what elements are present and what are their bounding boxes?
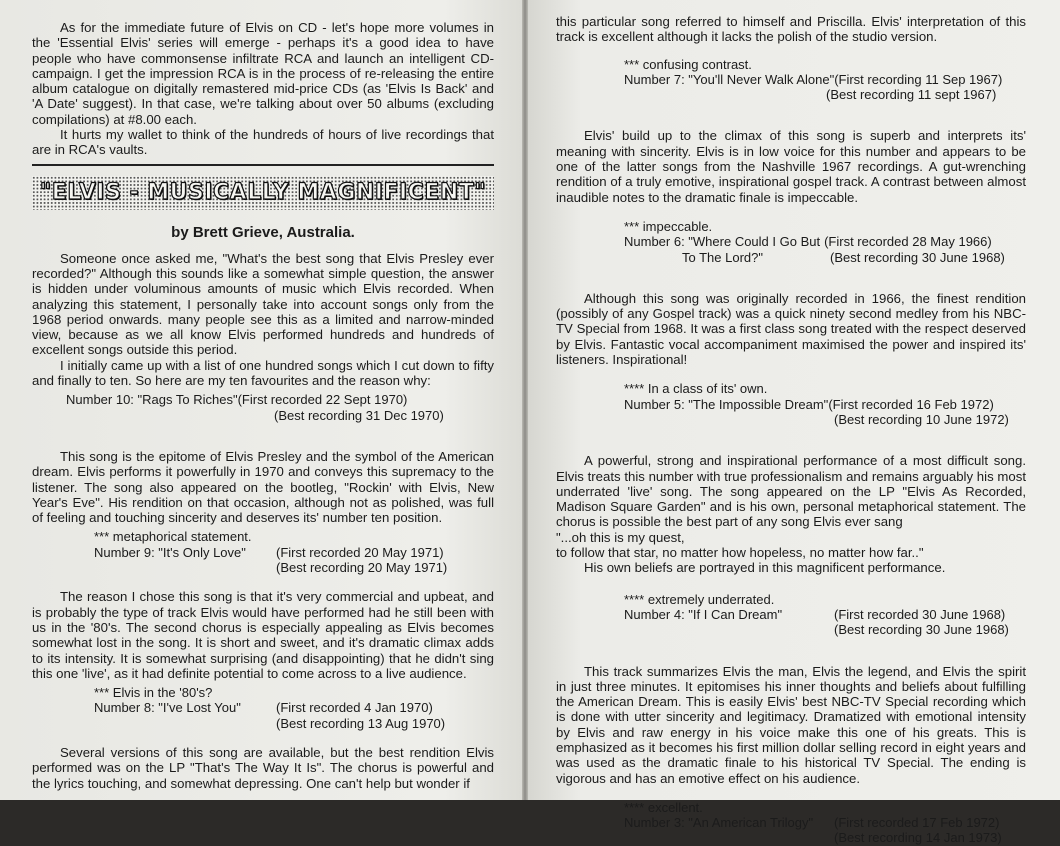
ranking-entry-8 [32,685,494,731]
intro-paragraph: As for the immediate future of Elvis on CD - let's hope more volumes in the 'Essential Elvis' series will emerge - perhaps it's a good idea to have people who have commonsense infiltrate RCA and launch an intelligent CD-campaign. I get the impression RCA is in the process of re-releasing the entire album catalogue on digitally remastered mid-price CDs (as 'Elvis Is Back' and 'A Date' suggest). In that case, we're talking about over 50 albums (excluding compilations) at #8.00 each. [32,20,494,127]
entry-second-line [32,560,494,575]
entry-first-line [556,397,1026,412]
entry-first-line [32,392,494,407]
entry-best-recording: (Best recording 10 June 1972) [834,411,1009,427]
ranking-entry-6 [556,219,1026,265]
entry-best-recording: (Best recording 11 sept 1967) [826,87,997,103]
entry-first-recorded: (First recorded 30 June 1968) [834,606,1006,622]
entry-title-continued: To The Lord?" [682,249,763,265]
body-paragraph: A powerful, strong and inspirational performance of a most difficult song. Elvis treats this number with true professionalism and remains arguably his most underrated 'live' song. The song appeared on the LP "Elvis As Recorded, Madison Square Garden" and is his own, personal metaphorical statement. The chorus is possible the best part of any song Elvis ever sang [556,453,1026,530]
entry-rating: *** confusing contrast. [624,56,752,72]
entry-first-line [556,607,1026,622]
entry-first-line [32,545,494,560]
entry-title: Number 5: "The Impossible Dream" [624,396,829,412]
entry-first-recorded: (First recorded 17 Feb 1972) [834,815,1000,831]
ranking-entry-4 [556,592,1026,638]
ranking-entry-3 [556,800,1026,846]
entry-best-recording: (Best recording 30 June 1968) [830,249,1005,265]
entry-best-recording: (Best recording 20 May 1971) [276,560,448,576]
entry-second-line [556,87,1026,102]
left-page [0,0,522,800]
article-headline-banner [32,176,494,210]
section-divider [32,164,494,166]
entry-title: Number 9: "It's Only Love" [94,544,246,560]
entry-second-line [32,408,494,423]
entry-rating: *** metaphorical statement. [94,529,252,545]
entry-second-line [556,250,1026,265]
entry-second-line [556,830,1026,845]
entry-first-line [556,815,1026,830]
ranking-entry-7 [556,57,1026,103]
entry-first-recorded: (First recorded 4 Jan 1970) [276,700,433,716]
entry-first-recorded: (First recording 11 Sep 1967) [834,71,1003,87]
article-headline: "ELVIS - MUSICALLY MAGNIFICENT" [39,180,487,206]
entry-first-recorded: (First recorded 22 Sept 1970) [237,392,408,408]
entry-rating: **** extremely underrated. [624,591,775,607]
entry-rating: **** In a class of its' own. [624,381,768,397]
entry-title: Number 7: "You'll Never Walk Alone" [624,71,835,87]
lyric-quote: to follow that star, no matter how hopeless, no matter how far.." [556,545,924,561]
body-paragraph: His own beliefs are portrayed in this magnificent performance. [584,560,946,576]
entry-best-recording: (Best recording 30 June 1968) [834,622,1009,638]
body-paragraph: Several versions of this song are available, but the best rendition Elvis performed was on the LP "That's The Way It Is". The chorus is powerful and the lyrics touching, and somewhat depressing. One can't help but wonder if [32,744,494,791]
body-paragraph: Elvis' build up to the climax of this song is superb and interprets its' meaning with sincerity. Elvis is in low voice for this number and appears to be one of the latter songs from the Nashville 1967 recordings. A gut-wrenching rendition of a truly emotive, inspirational gospel track. A contrast between almost inaudible notes to the dramatic finale is impeccable. [556,128,1026,205]
entry-title: Number 10: "Rags To Riches" [66,392,238,408]
entry-first-recorded: (First recorded 16 Feb 1972) [828,396,994,412]
body-paragraph: This song is the epitome of Elvis Presley and the symbol of the American dream. Elvis performs it powerfully in 1970 and conveys this supremacy to the listener. The song also appeared on the bootleg, "Rockin' with Elvis, New Year's Eve". His rendition on that occasion, although not as polished, was full of feeling and touching sincerity and deserves its' number ten position. [32,448,494,526]
entry-second-line [556,622,1026,637]
entry-best-recording: (Best recording 13 Aug 1970) [276,715,446,731]
entry-second-line [556,412,1026,427]
article-byline: by Brett Grieve, Australia. [171,223,355,241]
body-paragraph: Someone once asked me, "What's the best song that Elvis Presley ever recorded?" Although this sounds like a somewhat simple question, the answer is hidden under voluminous amounts of music which Elvis recorded. When analyzing this statement, I personally take into account songs only from the 1968 period onwards. many people see this as a limited and narrow-minded view, because as we all know Elvis performed hundreds and hundreds of excellent songs outside this period. [32,250,494,358]
entry-rating: *** impeccable. [624,218,713,234]
body-paragraph: The reason I chose this song is that it's very commercial and upbeat, and is probably the type of track Elvis would have performed had he still been with us in the '80's. The second chorus is especially appealing as Elvis becomes somewhat lost in the song. It is short and sweet, and it's dramatic climax adds to its intensity. It is somewhat surprising (and disappointing) that he didn't sing this one 'live', as it had definite potential to come across to a live audience. [32,589,494,681]
body-paragraph: this particular song referred to himself and Priscilla. Elvis' interpretation of this track is excellent although it lacks the polish of the studio version. [556,14,1026,45]
entry-title: Number 4: "If I Can Dream" [624,606,783,622]
body-paragraph: Although this song was originally recorded in 1966, the finest rendition (possibly of any Gospel track) was a quick ninety second medley from his NBC-TV Special from 1968. It was a first class song treated with the respect deserved by Elvis. Fantastic vocal accompaniment maximised the power and inspired its' listeners. Inspirational! [556,290,1026,368]
entry-best-recording: (Best recording 31 Dec 1970) [274,407,444,423]
right-page [528,0,1060,846]
entry-title: Number 6: "Where Could I Go But [624,234,821,250]
intro-paragraph: It hurts my wallet to think of the hundreds of hours of live recordings that are in RCA's vaults. [32,127,494,158]
body-paragraph: This track summarizes Elvis the man, Elvis the legend, and Elvis the spirit in just three minutes. It epitomises his inner thoughts and beliefs about fulfilling the American Dream. This is easily Elvis' best NBC-TV Special recording which is done with utter sincerity and legitimacy. Dramatized with emotional intensity by Elvis and raw energy in his voice make this one of his greats. This is emphasized as it becomes his first million dollar selling record in eight years and was used as the dramatic finale to his historical TV Special. The ending is vigorous and has an emotive effect on his audience. [556,663,1026,786]
entry-first-recorded: (First recorded 28 May 1966) [824,234,992,250]
ranking-entry-9 [32,529,494,575]
entry-first-line [556,72,1026,87]
ranking-entry-5 [556,381,1026,427]
entry-title: Number 8: "I've Lost You" [94,700,241,716]
entry-title: Number 3: "An American Trilogy" [624,815,814,831]
lyric-quote: "...oh this is my quest, [556,529,685,545]
entry-best-recording: (Best recording 14 Jan 1973) [834,830,1002,846]
ranking-entry-10 [32,392,494,423]
entry-rating: **** excellent. [624,799,703,815]
entry-first-line [32,700,494,715]
body-paragraph: I initially came up with a list of one hundred songs which I cut down to fifty and finally to ten. So here are my ten favourites and the reason why: [32,357,494,389]
entry-first-line [556,234,1026,249]
entry-second-line [32,716,494,731]
entry-rating: *** Elvis in the '80's? [94,685,213,701]
entry-first-recorded: (First recorded 20 May 1971) [276,544,444,560]
